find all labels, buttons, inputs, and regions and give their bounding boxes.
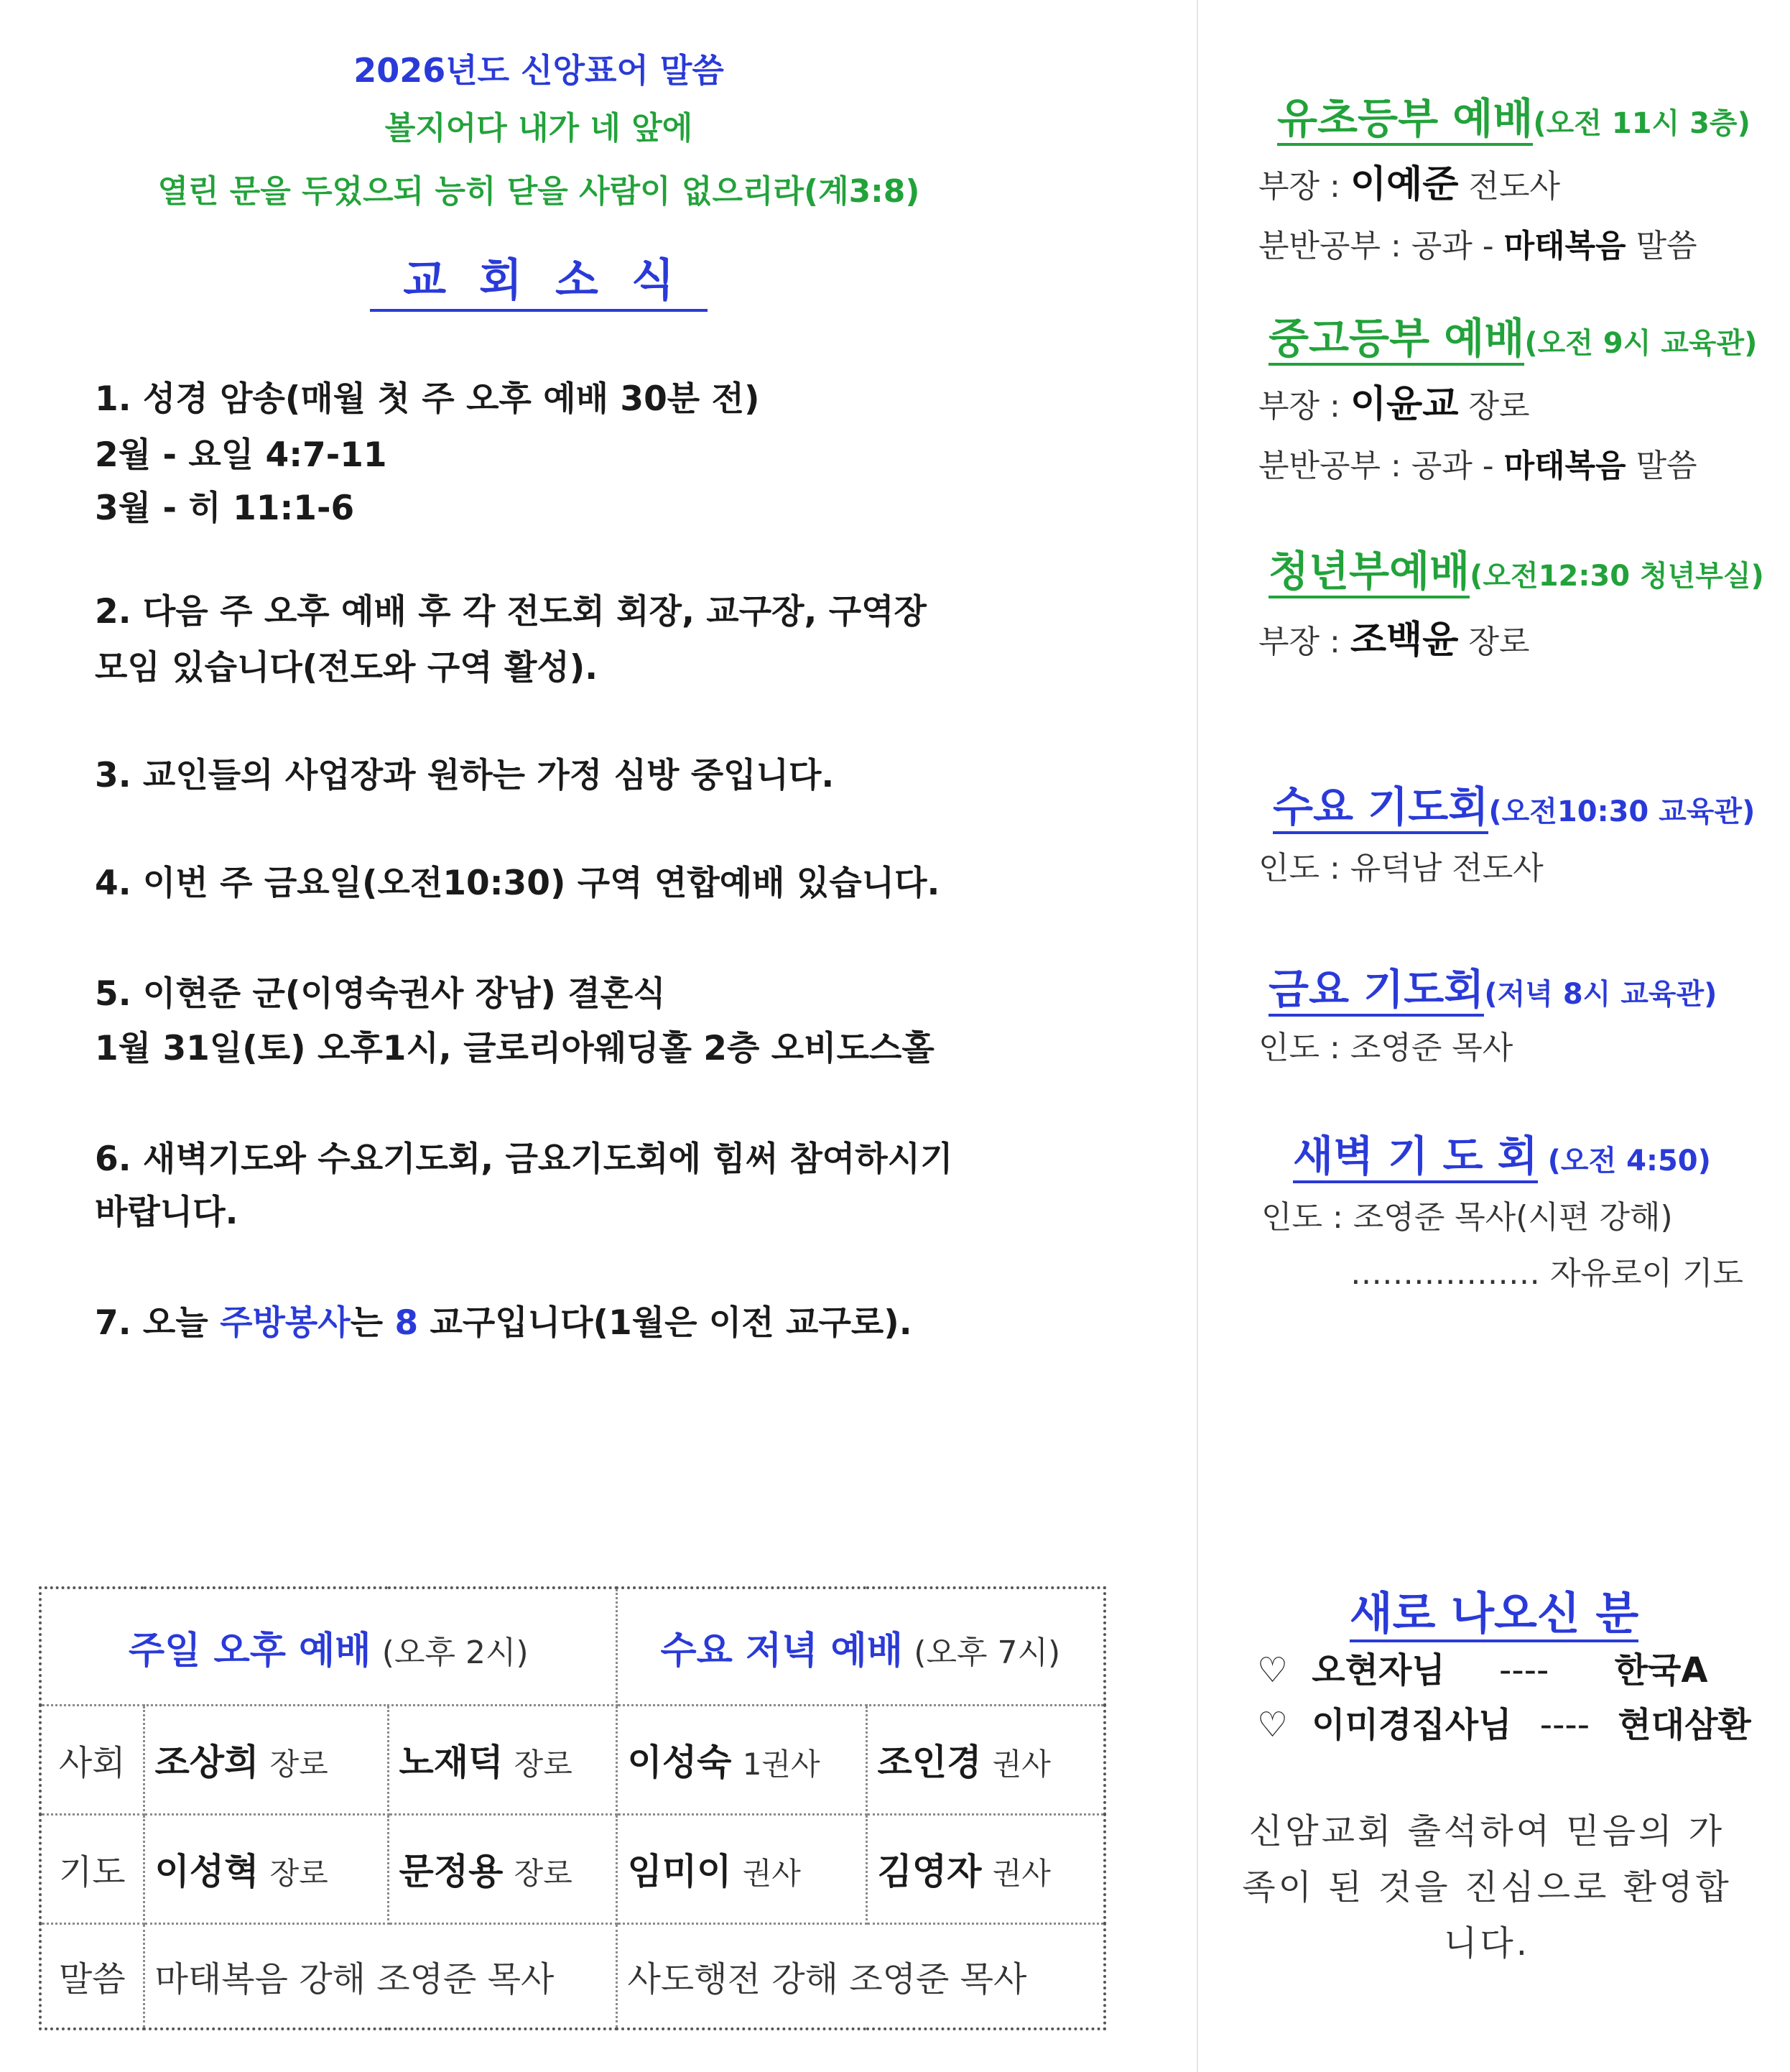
notice-5-cont: 1월 31일(토) 오후1시, 글로리아웨딩홀 2층 오비도스홀 <box>95 1029 935 1068</box>
row-label-sermon: 말씀 <box>40 1923 144 2029</box>
notice-6: 6. 새벽기도와 수요기도회, 금요기도회에 힘써 참여하시기 <box>95 1139 953 1179</box>
table-cell: 노재덕 장로 <box>388 1706 616 1815</box>
notice-5: 5. 이현준 군(이영숙권사 장남) 결혼식 <box>95 974 666 1014</box>
row-label-prayer: 기도 <box>40 1814 144 1923</box>
youth-dept-title: 중고등부 예배(오전 9시 교육관) <box>1269 305 1757 365</box>
kitchen-service-highlight: 주방봉사 <box>220 1303 351 1343</box>
table-row <box>40 1706 1105 1815</box>
wednesday-prayer-title: 수요 기도회(오전10:30 교육관) <box>1273 773 1755 833</box>
notice-4: 4. 이번 주 금요일(오전10:30) 구역 연합예배 있습니다. <box>95 864 940 903</box>
notice-2: 2. 다음 주 오후 예배 후 각 전도회 회장, 교구장, 구역장 <box>95 592 927 632</box>
dawn-prayer-title: 새벽 기 도 회 (오전 4:50) <box>1293 1122 1711 1183</box>
notice-2-cont: 모임 있습니다(전도와 구역 활성). <box>95 648 598 688</box>
table-cell: 이성숙 1권사 <box>616 1706 866 1815</box>
notice-1-mar: 3월 - 히 11:1-6 <box>95 489 355 528</box>
column-divider <box>1197 0 1198 2072</box>
heart-icon: ♡ <box>1257 1650 1289 1691</box>
church-news-title: 교회소식 <box>0 244 1077 308</box>
notice-1: 1. 성경 암송(매월 첫 주 오후 예배 30분 전) <box>95 379 760 419</box>
wednesday-sermon: 사도행전 강해 조영준 목사 <box>616 1923 1105 2029</box>
table-header-row <box>40 1588 1105 1706</box>
notice-6-cont: 바랍니다. <box>95 1193 238 1232</box>
dawn-prayer-leader: 인도 : 조영준 목사(시편 강해) <box>1261 1199 1673 1236</box>
kids-dept-leader: 부장 : 이예준 전도사 <box>1258 163 1561 206</box>
district-number-highlight: 8 <box>394 1303 419 1343</box>
heart-icon: ♡ <box>1257 1705 1289 1745</box>
newcomer-item: ♡ 이미경집사님 ---- 현대삼환 <box>1257 1705 1751 1745</box>
motto-year: 2026년도 신앙표어 말씀 <box>353 51 724 90</box>
row-label-host: 사회 <box>40 1706 144 1815</box>
table-cell: 임미이 권사 <box>616 1814 866 1923</box>
kids-dept-title: 유초등부 예배(오전 11시 3층) <box>1277 85 1750 145</box>
notice-3: 3. 교인들의 사업장과 원하는 가정 심방 중입니다. <box>95 756 835 795</box>
newcomers-title: 새로 나오신 분 <box>1293 1578 1695 1642</box>
kids-dept-study: 분반공부 : 공과 - 마태복음 말씀 <box>1258 228 1697 264</box>
young-adults-dept-title: 청년부예배(오전12:30 청년부실) <box>1269 537 1764 598</box>
table-cell: 조인경 권사 <box>866 1706 1105 1815</box>
youth-dept-leader: 부장 : 이윤교 장로 <box>1258 383 1530 426</box>
young-adults-dept-leader: 부장 : 조백윤 장로 <box>1258 619 1530 662</box>
notice-7: 7. 오늘 주방봉사는 8 교구입니다(1월은 이전 교구로). <box>95 1303 912 1343</box>
sunday-service-header: 주일 오후 예배 (오후 2시) <box>40 1588 616 1706</box>
wednesday-prayer-leader: 인도 : 유덕남 전도사 <box>1258 850 1544 887</box>
friday-prayer-leader: 인도 : 조영준 목사 <box>1258 1030 1513 1066</box>
sunday-sermon: 마태복음 강해 조영준 목사 <box>144 1923 616 2029</box>
table-row <box>40 1923 1105 2029</box>
youth-dept-study: 분반공부 : 공과 - 마태복음 말씀 <box>1258 448 1697 484</box>
welcome-message: 신암교회 출석하여 믿음의 가족이 된 것을 진심으로 환영합니다. <box>1242 1811 1732 1964</box>
worship-schedule-table <box>39 1586 1106 2030</box>
wednesday-service-header: 수요 저녁 예배 (오후 7시) <box>616 1588 1105 1706</box>
dawn-prayer-free: ……………… 자유로이 기도 <box>1350 1255 1743 1292</box>
table-cell: 이성혁 장로 <box>144 1814 388 1923</box>
motto-verse-line2: 열린 문을 두었으되 능히 닫을 사람이 없으리라(계3:8) <box>157 173 920 210</box>
table-cell: 문정용 장로 <box>388 1814 616 1923</box>
motto-verse-line1: 볼지어다 내가 네 앞에 <box>384 110 693 147</box>
newcomer-item: ♡ 오현자님 ---- 한국A <box>1257 1650 1708 1691</box>
table-cell: 김영자 권사 <box>866 1814 1105 1923</box>
table-cell: 조상희 장로 <box>144 1706 388 1815</box>
table-row <box>40 1814 1105 1923</box>
friday-prayer-title: 금요 기도회(저녁 8시 교육관) <box>1269 956 1717 1016</box>
notice-1-feb: 2월 - 요일 4:7-11 <box>95 435 387 475</box>
